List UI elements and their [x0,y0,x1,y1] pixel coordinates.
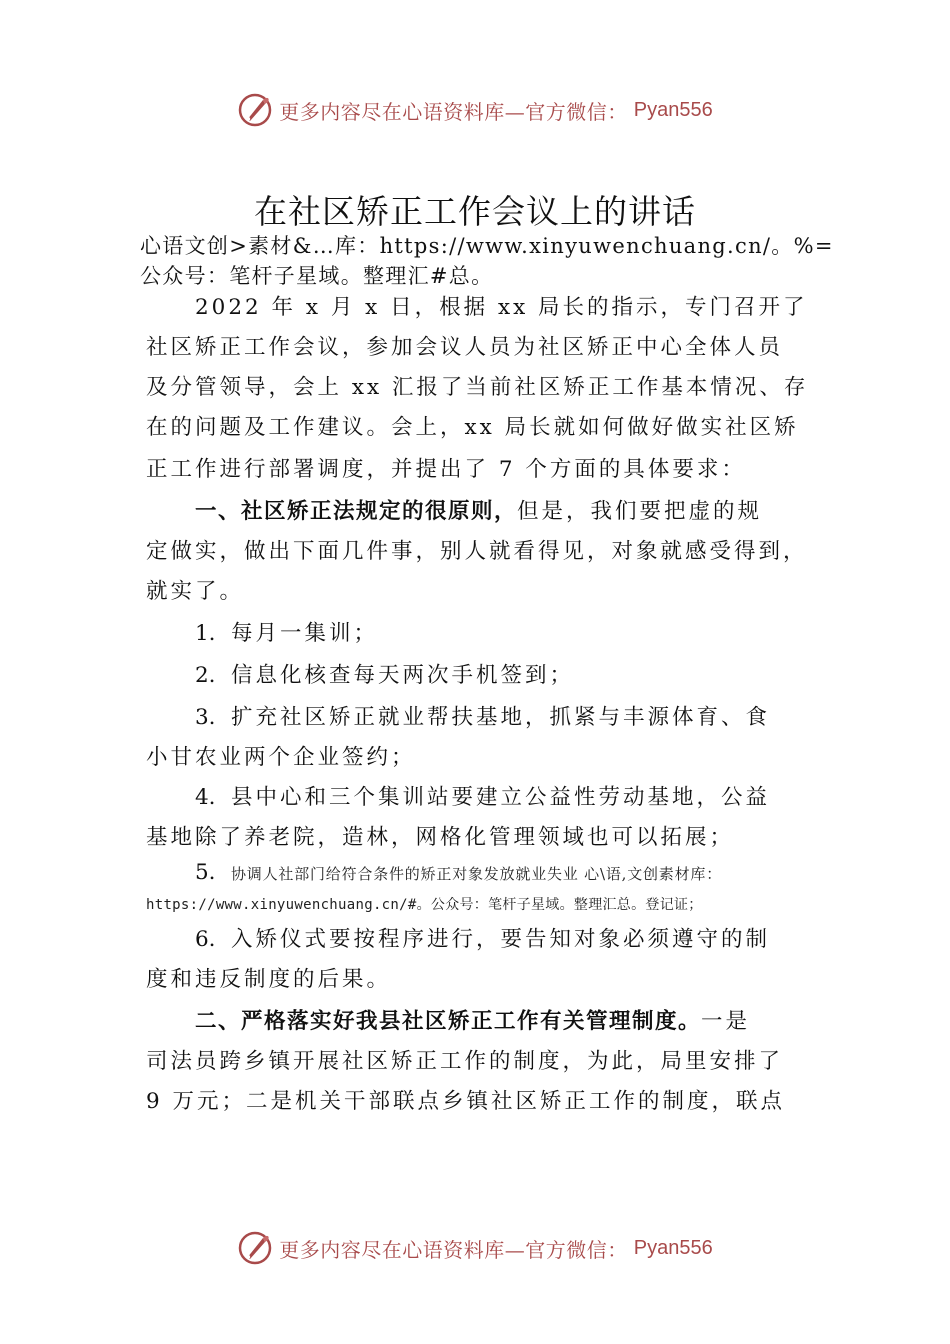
list-item-text: 扩充社区矫正就业帮扶基地，抓紧与丰源体育、食 [231,705,771,730]
list-item-number: 4. [195,785,216,810]
header-banner-text: 更多内容尽在心语资料库—官方微信： [279,99,628,124]
list-item-number: 2. [195,663,216,688]
list-item-number: 6. [195,927,216,952]
section-2-line1-rest: 一是 [701,1009,751,1034]
footer-banner-wechat-id: Pyan556 [633,1236,713,1259]
list-item [195,700,770,731]
list-item-continuation: 度和违反制度的后果。 [146,967,392,992]
document-title: 在社区矫正工作会议上的讲话 [254,192,696,231]
list-item-text: 入矫仪式要按程序进行，要告知对象必须遵守的制 [231,927,771,952]
list-item [195,780,770,811]
list-item-text: 县中心和三个集训站要建立公益性劳动基地，公益 [231,785,771,810]
intro-line: 在的问题及工作建议。会上，xx 局长就如何做好做实社区矫 [146,415,799,440]
source-line-1: 心语文创>素材&…库：https://www.xinyuwenchuang.cn/。%= [140,234,834,258]
intro-line: 及分管领导，会上 xx 汇报了当前社区矫正工作基本情况、存 [146,375,809,400]
list-item [195,922,770,953]
list-item-continuation: 小甘农业两个企业签约； [146,745,416,770]
list-item [195,616,378,647]
list-item [195,860,722,885]
list-item [195,658,574,689]
section-1-line: 定做实，做出下面几件事，别人就看得见，对象就感受得到， [146,539,808,564]
list-item-text: 协调人社部门给符合条件的矫正对象发放就业失业 心\语,文创素材库： [231,865,722,883]
section-1-line1-rest: 但是，我们要把虚的规 [517,499,763,524]
header-banner-wechat-id: Pyan556 [633,98,713,121]
list-item-number: 1. [195,621,216,646]
intro-line: 社区矫正工作会议，参加会议人员为社区矫正中心全体人员 [146,335,784,360]
source-line-2: 公众号：笔杆子星域。整理汇#总。 [140,264,494,288]
quill-pen-logo-icon [237,1230,273,1266]
section-1-first-line [195,494,762,525]
section-1-line: 就实了。 [146,579,245,604]
section-2-line: 司法员跨乡镇开展社区矫正工作的制度，为此，局里安排了 [146,1049,784,1074]
header-banner [0,92,950,128]
intro-line: 正工作进行部署调度，并提出了 7 个方面的具体要求： [146,457,746,482]
section-1-heading: 一、社区矫正法规定的很原则， [195,499,518,524]
footer-banner [0,1230,950,1266]
section-2-heading: 二、严格落实好我县社区矫正工作有关管理制度。 [195,1009,702,1034]
list-item-text: 每月一集训； [231,621,379,646]
list-item-continuation: 基地除了养老院，造林，网格化管理领域也可以拓展； [146,825,735,850]
section-2-line: 9 万元；二是机关干部联点乡镇社区矫正工作的制度，联点 [146,1089,786,1114]
list-item-number: 3. [195,705,216,730]
list-item-text: 信息化核查每天两次手机签到； [231,663,575,688]
quill-pen-logo-icon [237,92,273,128]
list-item-continuation: https://www.xinyuwenchuang.cn/#。公众号：笔杆子星域。整理汇总。登记证； [146,897,703,913]
footer-banner-text: 更多内容尽在心语资料库—官方微信： [279,1237,628,1262]
section-2-first-line [195,1004,750,1035]
list-item-number: 5. [195,860,216,885]
intro-line: 2022 年 x 月 x 日，根据 xx 局长的指示，专门召开了 [195,295,808,320]
